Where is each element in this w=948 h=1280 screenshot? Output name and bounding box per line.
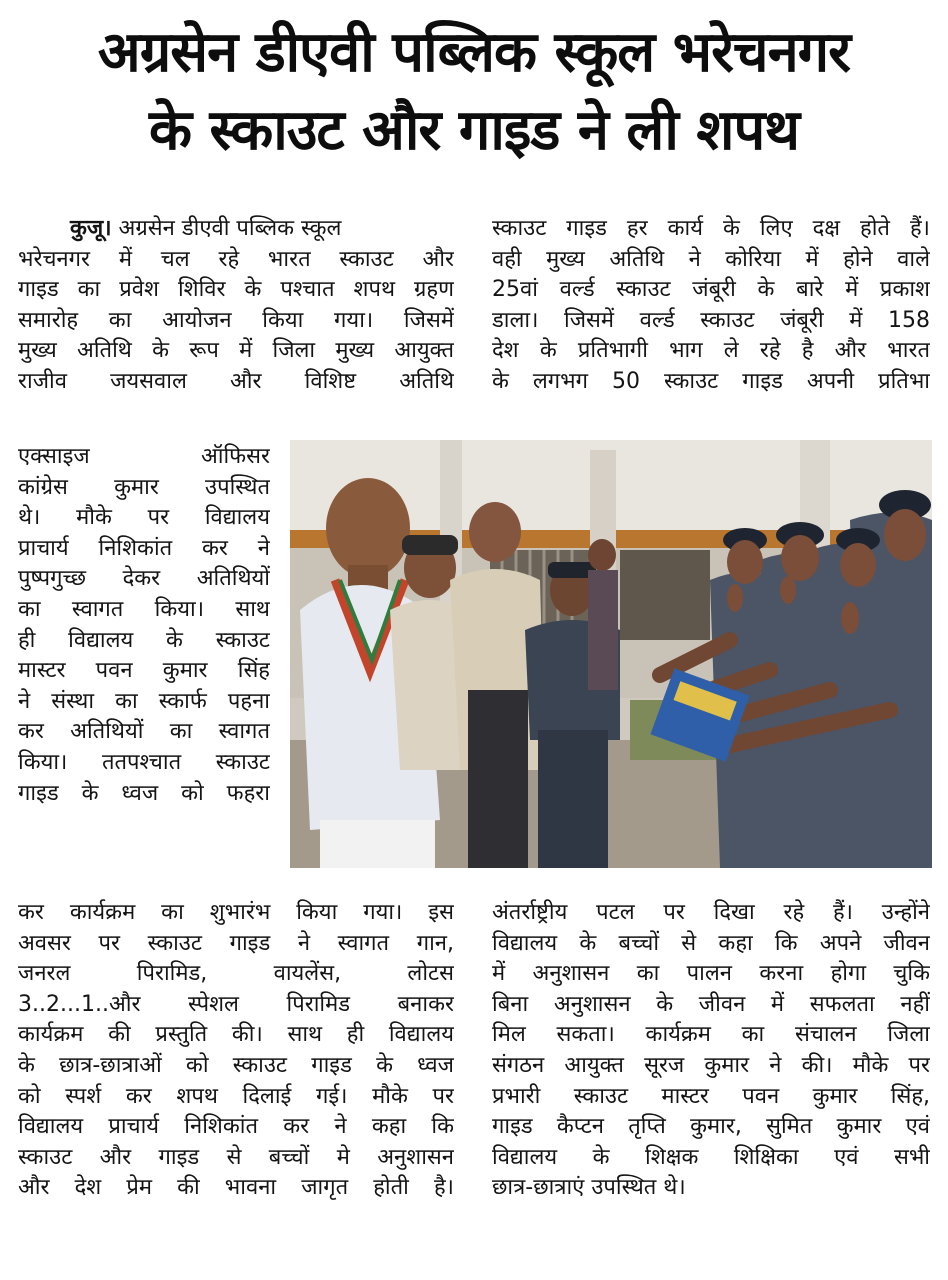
text-line: बिना अनुशासन के जीवन में सफलता नहीं (492, 991, 930, 1017)
text-line: एक्साइज ऑफिसर (18, 444, 270, 469)
text-line: डाला। जिसमें वर्ल्ड स्काउट जंबूरी में 158 (492, 307, 930, 333)
headline-line-1: अग्रसेन डीएवी पब्लिक स्कूल भरेचनगर (97, 20, 851, 85)
text-line: किया। ततपश्चात स्काउट (18, 749, 270, 775)
col1-bottom-paragraph (18, 898, 454, 1204)
col2-bottom-paragraph (492, 898, 930, 1204)
col2-top-paragraph (492, 214, 930, 398)
text-line: कांग्रेस कुमार उपस्थित (18, 474, 270, 500)
text-line: 25वां वर्ल्ड स्काउट जंबूरी के बारे में प्रकाश (492, 277, 930, 303)
text-line: मुख्य अतिथि के रूप में जिला मुख्य आयुक्त (18, 338, 454, 364)
text-line: कर अतिथियों का स्वागत (18, 719, 270, 745)
text-line: स्काउट और गाइड से बच्चों मे अनुशासन (18, 1144, 454, 1170)
text-line: पुष्पगुच्छ देकर अतिथियों (18, 566, 270, 592)
text-line: संगठन आयुक्त सूरज कुमार ने की। मौके पर (492, 1052, 930, 1078)
text-line: प्राचार्य निशिकांत कर ने (18, 535, 270, 561)
text-line: विद्यालय के शिक्षक शिक्षिका एवं सभी (492, 1144, 930, 1170)
text-line: कर कार्यक्रम का शुभारंभ किया गया। इस (18, 900, 454, 925)
headline-line-2: के स्काउट और गाइड ने ली शपथ (148, 98, 800, 163)
text-line: देश के प्रतिभागी भाग ले रहे है और भारत (492, 338, 930, 364)
text-line: ने संस्था का स्कार्फ पहना (18, 688, 270, 714)
text-line: ही विद्यालय के स्काउट (18, 627, 270, 653)
text-line: 3..2...1..और स्पेशल पिरामिड बनाकर (18, 991, 454, 1017)
text-line: का स्वागत किया। साथ (18, 596, 270, 622)
text-line: छात्र-छात्राएं उपस्थित थे। (492, 1175, 686, 1201)
text-line (18, 214, 454, 245)
text-line: में अनुशासन का पालन करना होगा चुकि (492, 961, 930, 987)
text-line: के लगभग 50 स्काउट गाइड अपनी प्रतिभा (492, 368, 930, 394)
text-line: गाइड कैप्टन तृप्ति कुमार, सुमित कुमार एवं (492, 1114, 930, 1140)
text-line-content: अग्रसेन डीएवी पब्लिक स्कूल (111, 216, 342, 241)
text-line: प्रभारी स्काउट मास्टर पवन कुमार सिंह, (492, 1083, 930, 1109)
text-line: राजीव जयसवाल और विशिष्ट अतिथि (18, 368, 454, 394)
text-line: समारोह का आयोजन किया गया। जिसमें (18, 307, 454, 333)
text-line: स्काउट गाइड हर कार्य के लिए दक्ष होते हैं। (492, 216, 930, 241)
text-line: वही मुख्य अतिथि ने कोरिया में होने वाले (492, 246, 930, 272)
text-line: और देश प्रेम की भावना जागृत होती है। (18, 1175, 454, 1201)
text-line: के छात्र-छात्राओं को स्काउट गाइड के ध्वज (18, 1052, 454, 1078)
text-line: विद्यालय प्राचार्य निशिकांत कर ने कहा कि (18, 1114, 454, 1140)
text-line: गाइड के ध्वज को फहरा (18, 780, 270, 806)
text-line: को स्पर्श कर शपथ दिलाई गई। मौके पर (18, 1083, 454, 1109)
text-line: कार्यक्रम की प्रस्तुति की। साथ ही विद्यालय (18, 1022, 454, 1048)
scout-oath-photo (290, 440, 932, 868)
text-line: जनरल पिरामिड, वायलेंस, लोटस (18, 961, 454, 987)
text-line: मास्टर पवन कुमार सिंह (18, 658, 270, 684)
text-line: अंतर्राष्ट्रीय पटल पर दिखा रहे हैं। उन्होंने (492, 900, 930, 925)
text-line: भरेचनगर में चल रहे भारत स्काउट और (18, 246, 454, 272)
headline (0, 14, 948, 170)
col1-top-paragraph (18, 214, 454, 398)
text-line: अवसर पर स्काउट गाइड ने स्वागत गान, (18, 930, 454, 956)
col1-narrow-paragraph (18, 442, 270, 809)
text-line: मिल सकता। कार्यक्रम का संचालन जिला (492, 1022, 930, 1048)
text-line: गाइड का प्रवेश शिविर के पश्चात शपथ ग्रहण (18, 277, 454, 303)
dateline: कुजू। (70, 216, 112, 241)
photo-illustration (290, 440, 932, 868)
text-line: विद्यालय के बच्चों से कहा कि अपने जीवन (492, 930, 930, 956)
text-line: थे। मौके पर विद्यालय (18, 505, 270, 531)
